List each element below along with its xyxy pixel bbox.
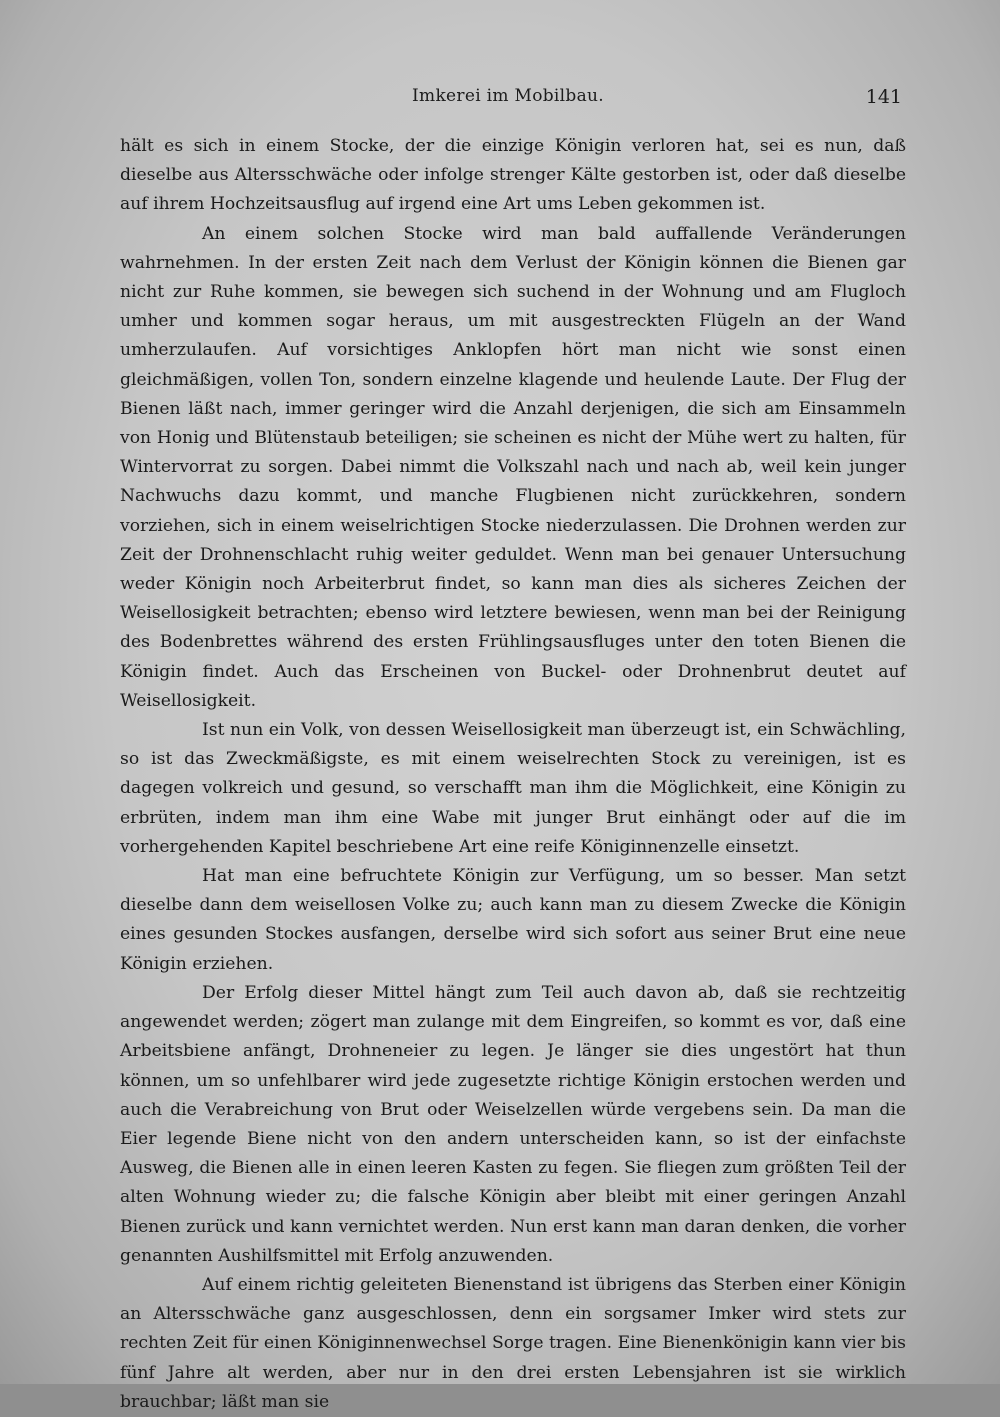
paragraph-laying-workers: Der Erfolg dieser Mittel hängt zum Teil auch davon ab, daß sie rechtzeitig angewendet werden; zögert man zulange mit dem Eingreifen, so kommt es vor, daß eine Arbeitsbiene anfängt, Drohneneier zu legen. Je länger sie dies ungestört hat thun können, um so unfehlbarer wird jede zugesetzte richtige Königin erstochen werden und auch die Verabreichung von Brut oder Weiselzellen würde vergebens sein. Da man die Eier legende Biene nicht von den andern unterscheiden kann, so ist der einfachste Ausweg, die Bienen alle in einen leeren Kasten zu fegen. Sie fliegen zum größten Teil der alten Wohnung wieder zu; die falsche Königin aber bleibt mit einer geringen Anzahl Bienen zurück und kann vernichtet werden. Nun erst kann man daran denken, die vorher genannten Aushilfsmittel mit Erfolg anzuwenden. — [120, 982, 906, 1266]
running-title: Imkerei im Mobilbau. — [412, 86, 604, 106]
paragraph-queen-replacement: Auf einem richtig geleiteten Bienenstand ist übrigens das Sterben einer Königin an Altersschwäche ganz ausgeschlossen, denn ein sorgsamer Imker wird stets zur rechten Zeit für einen Königinnenwechsel Sorge tragen. Eine Bienenkönigin kann vier bis fünf Jahre alt werden, aber nur in den drei ersten Lebensjahren ist sie wirklich brauchbar; läßt man sie — [120, 1274, 906, 1412]
paragraph-uniting-colony: Ist nun ein Volk, von dessen Weisellosigkeit man überzeugt ist, ein Schwächling, so ist das Zweckmäßigste, es mit einem weiselrechten Stock zu vereinigen, ist es dagegen volkreich und gesund, so verschafft man ihm die Möglichkeit, eine Königin zu erbrüten, indem man ihm eine Wabe mit junger Brut einhängt oder auf die im vorhergehenden Kapitel beschriebene Art eine reife Königinnenzelle einsetzt. — [120, 720, 906, 857]
page-number: 141 — [865, 86, 902, 108]
page-header — [110, 86, 906, 116]
paragraph-introducing-queen: Hat man eine befruchtete Königin zur Verfügung, um so besser. Man setzt dieselbe dann dem weisellosen Volke zu; auch kann man zu diesem Zwecke die Königin eines gesunden Stockes ausfangen, derselbe wird sich sofort aus seiner Brut eine neue Königin erziehen. — [120, 866, 906, 974]
paragraph-continuation: hält es sich in einem Stocke, der die einzige Königin verloren hat, sei es nun, daß dieselbe aus Altersschwäche oder infolge strenger Kälte gestorben ist, oder daß dieselbe auf ihrem Hochzeitsausflug auf irgend eine Art ums Leben gekommen ist. — [120, 136, 906, 215]
paragraph-symptoms: An einem solchen Stocke wird man bald auffallende Veränderungen wahrnehmen. In der ersten Zeit nach dem Verlust der Königin können die Bienen gar nicht zur Ruhe kommen, sie bewegen sich suchend in der Wohnung und am Flugloch umher und kommen sogar heraus, um mit ausgestreckten Flügeln an der Wand umherzulaufen. Auf vorsichtiges Anklopfen hört man nicht wie sonst einen gleichmäßigen, vollen Ton, sondern einzelne klagende und heulende Laute. Der Flug der Bienen läßt nach, immer geringer wird die Anzahl derjenigen, die sich am Einsammeln von Honig und Blütenstaub beteiligen; sie scheinen es nicht der Mühe wert zu halten, für Wintervorrat zu sorgen. Dabei nimmt die Volkszahl nach und nach ab, weil kein junger Nachwuchs dazu kommt, und manche Flugbienen nicht zurückkehren, sondern vorziehen, sich in einem weiselrichtigen Stocke niederzulassen. Die Drohnen werden zur Zeit der Drohnenschlacht ruhig weiter geduldet. Wenn man bei genauer Untersuchung weder Königin noch Arbeiterbrut findet, so kann man dies als sicheres Zeichen der Weisellosigkeit betrachten; ebenso wird letztere bewiesen, wenn man bei der Reinigung des Bodenbrettes während des ersten Frühlingsausfluges unter den toten Bienen die Königin findet. Auch das Erscheinen von Buckel- oder Drohnenbrut deutet auf Weisellosigkeit. — [120, 223, 906, 711]
body-text — [120, 132, 906, 1417]
